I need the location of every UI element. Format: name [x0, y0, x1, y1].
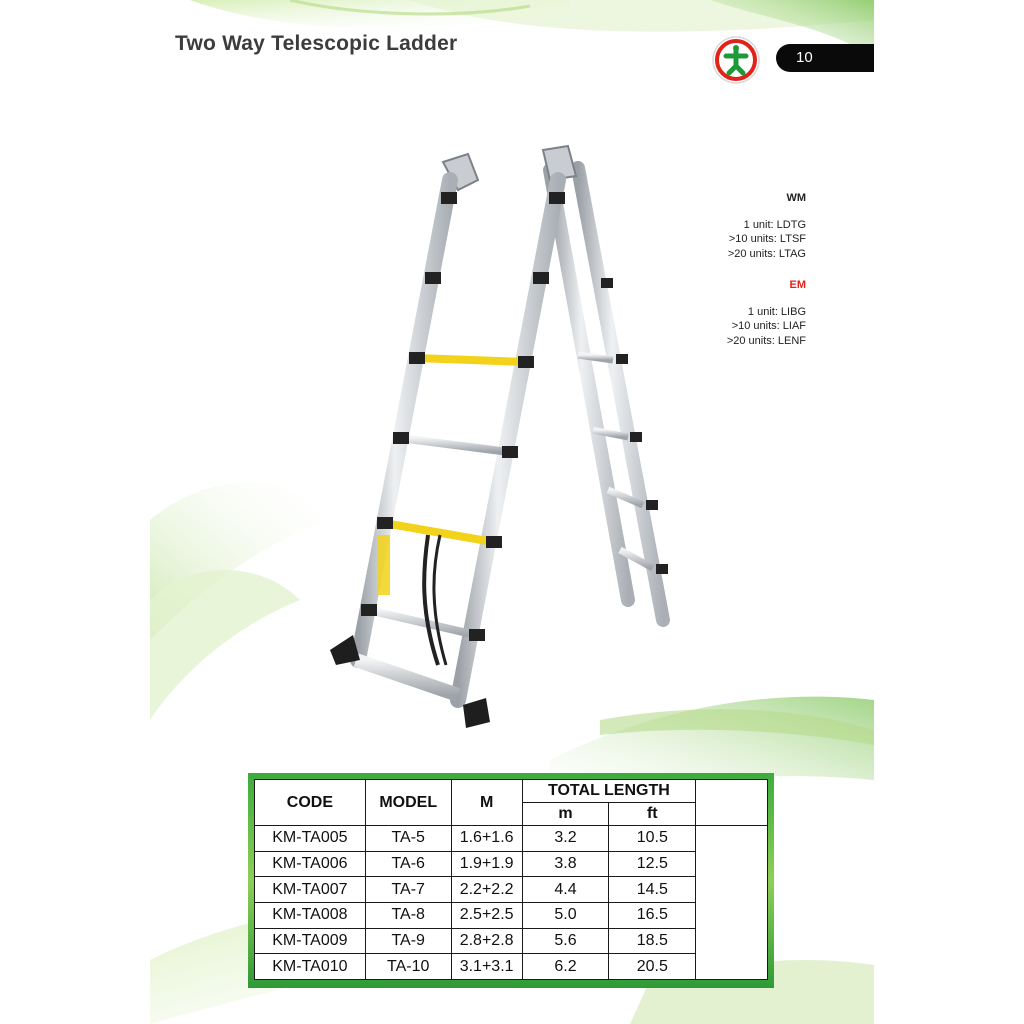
- table-row: [255, 928, 768, 954]
- header-m-unit: m: [522, 803, 609, 826]
- cell-model: TA-10: [365, 954, 451, 980]
- cell-length-ft: 16.5: [609, 902, 696, 928]
- spec-table: [254, 779, 768, 980]
- cell-code: KM-TA010: [255, 954, 366, 980]
- em-heading: EM: [789, 279, 806, 291]
- cell-model: TA-7: [365, 877, 451, 903]
- cell-m: 2.2+2.2: [451, 877, 522, 903]
- em-line: >10 units: LIAF: [731, 320, 806, 332]
- cell-model: TA-9: [365, 928, 451, 954]
- cell-length-m: 3.8: [522, 851, 609, 877]
- cell-length-ft: 18.5: [609, 928, 696, 954]
- cell-code: KM-TA009: [255, 928, 366, 954]
- catalog-page: [150, 0, 874, 1024]
- blank-cell: [696, 780, 768, 826]
- wm-line: >10 units: LTSF: [728, 233, 806, 245]
- cell-length-ft: 10.5: [609, 826, 696, 852]
- table-row: [255, 826, 768, 852]
- table-row: [255, 954, 768, 980]
- cell-m: 3.1+3.1: [451, 954, 522, 980]
- cell-model: TA-6: [365, 851, 451, 877]
- cell-length-m: 3.2: [522, 826, 609, 852]
- cell-length-m: 6.2: [522, 954, 609, 980]
- cell-length-m: 4.4: [522, 877, 609, 903]
- header-model: MODEL: [365, 780, 451, 826]
- cell-m: 2.5+2.5: [451, 902, 522, 928]
- cell-length-ft: 14.5: [609, 877, 696, 903]
- cell-code: KM-TA008: [255, 902, 366, 928]
- table-row: [255, 851, 768, 877]
- cell-length-m: 5.0: [522, 902, 609, 928]
- cell-code: KM-TA005: [255, 826, 366, 852]
- header-total-length: TOTAL LENGTH: [522, 780, 696, 803]
- table-row: [255, 902, 768, 928]
- cell-model: TA-5: [365, 826, 451, 852]
- spec-table-frame: [248, 773, 774, 988]
- cell-length-m: 5.6: [522, 928, 609, 954]
- table-row: [255, 877, 768, 903]
- page-title: Two Way Telescopic Ladder: [175, 32, 458, 55]
- page-number-tab: [776, 44, 874, 72]
- em-line: >20 units: LENF: [726, 334, 806, 347]
- cell-length-ft: 12.5: [609, 851, 696, 877]
- header-ft-unit: ft: [609, 803, 696, 826]
- strongman-logo: [712, 36, 760, 84]
- wm-line: 1 unit: LDTG: [743, 218, 806, 231]
- cell-m: 1.9+1.9: [451, 851, 522, 877]
- cell-length-ft: 20.5: [609, 954, 696, 980]
- em-line: 1 unit: LIBG: [747, 305, 806, 318]
- cell-model: TA-8: [365, 902, 451, 928]
- cell-code: KM-TA007: [255, 877, 366, 903]
- header-m: M: [451, 780, 522, 826]
- em-codes: [727, 278, 806, 348]
- cell-code: KM-TA006: [255, 851, 366, 877]
- wm-line: >20 units: LTAG: [727, 247, 806, 260]
- wm-heading: WM: [786, 192, 806, 204]
- blank-cell: [696, 826, 768, 980]
- cell-m: 2.8+2.8: [451, 928, 522, 954]
- cell-m: 1.6+1.6: [451, 826, 522, 852]
- ladder-image: [328, 140, 698, 740]
- page-number: 10: [796, 49, 813, 66]
- wm-codes: [728, 191, 806, 261]
- header-code: CODE: [255, 780, 366, 826]
